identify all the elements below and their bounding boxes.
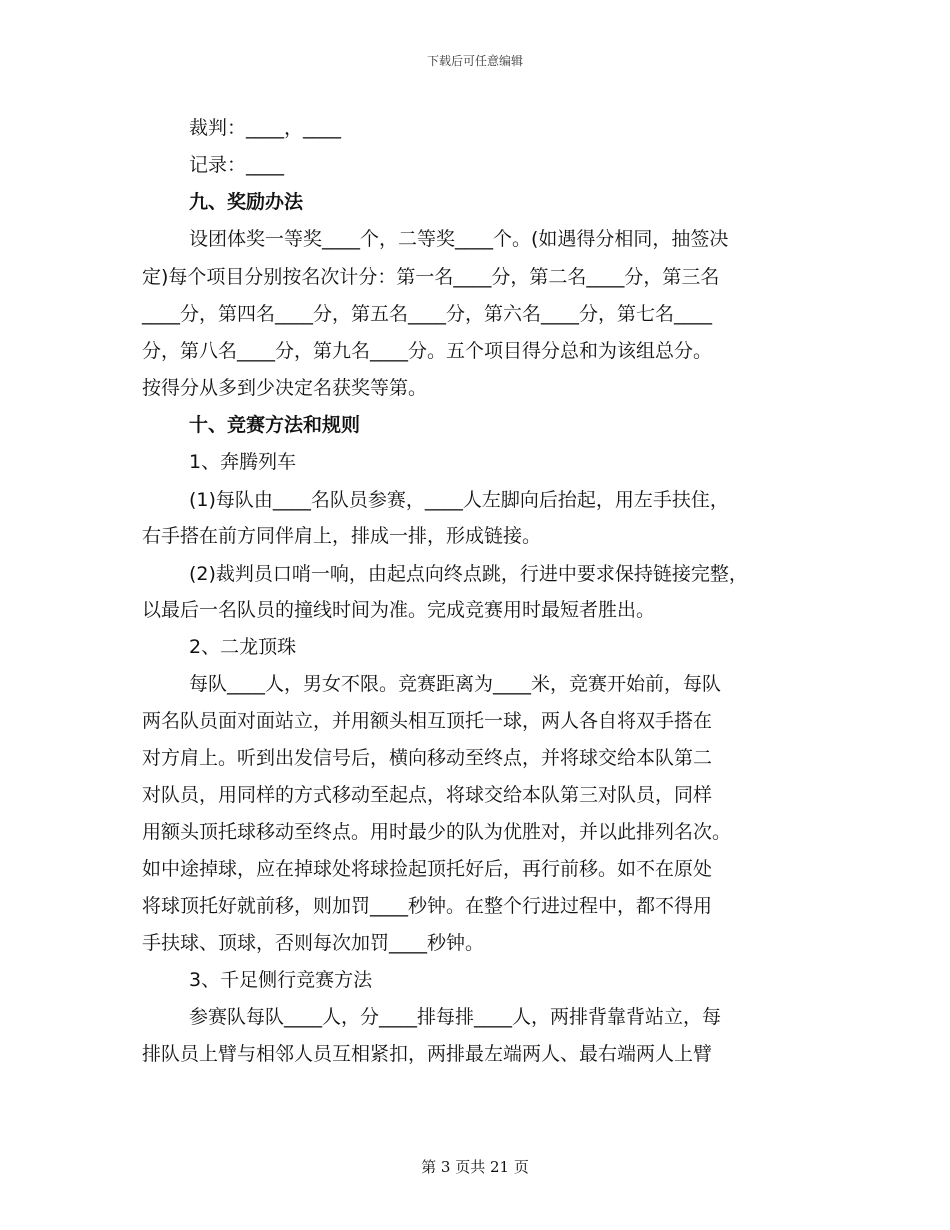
subheading-event-3: 3、千足侧行竞赛方法 — [189, 969, 373, 991]
paragraph-line: 用额头顶托球移动至终点。用时最少的队为优胜对，并以此排列名次。 — [142, 821, 732, 843]
paragraph-line: 两名队员面对面站立，并用额头相互顶托一球，两人各自将双手搭在 — [142, 710, 713, 732]
recorder-line: 记录：____ — [189, 154, 285, 176]
paragraph-line: 对方肩上。听到出发信号后，横向移动至终点，并将球交给本队第二 — [142, 747, 713, 769]
paragraph-line: 以最后一名队员的撞线时间为准。完成竞赛用时最短者胜出。 — [142, 599, 656, 621]
paragraph-line: 参赛队每队____人，分____排每排____人，两排背靠背站立，每 — [189, 1006, 722, 1028]
section-heading-rules: 十、竞赛方法和规则 — [189, 414, 361, 436]
referee-line: 裁判：____，____ — [189, 117, 342, 139]
paragraph-line: 定)每个项目分别按名次计分：第一名____分，第二名____分，第三名 — [142, 266, 720, 288]
paragraph-line: 设团体奖一等奖____个，二等奖____个。(如遇得分相同，抽签决 — [189, 228, 729, 250]
paragraph-line: 每队____人，男女不限。竞赛距离为____米，竞赛开始前，每队 — [189, 673, 722, 695]
paragraph-line: 按得分从多到少决定名获奖等第。 — [142, 377, 428, 399]
paragraph-line: (2)裁判员口哨一响，由起点向终点跳，行进中要求保持链接完整， — [189, 563, 748, 585]
paragraph-line: 将球顶托好就前移，则加罚____秒钟。在整个行进过程中，都不得用 — [142, 895, 713, 917]
section-heading-rewards: 九、奖励办法 — [189, 191, 304, 213]
paragraph-line: 对队员，用同样的方式移动至起点，将球交给本队第三对队员，同样 — [142, 784, 713, 806]
subheading-event-1: 1、奔腾列车 — [189, 451, 297, 473]
paragraph-line: ____分，第四名____分，第五名____分，第六名____分，第七名____ — [142, 303, 713, 325]
subheading-event-2: 2、二龙顶珠 — [189, 636, 297, 658]
page-footer: 第 3 页共 21 页 — [421, 1158, 529, 1176]
paragraph-line: (1)每队由____名队员参赛，____人左脚向后抬起，用左手扶住， — [189, 489, 729, 511]
paragraph-line: 右手搭在前方同伴肩上，排成一排，形成链接。 — [142, 525, 542, 547]
paragraph-line: 分，第八名____分，第九名____分。五个项目得分总和为该组总分。 — [142, 340, 713, 362]
paragraph-line: 排队员上臂与相邻人员互相紧扣，两排最左端两人、最右端两人上臂 — [142, 1043, 713, 1065]
paragraph-line: 手扶球、顶球，否则每次加罚____秒钟。 — [142, 932, 485, 954]
page-header: 下载后可任意编辑 — [426, 54, 523, 68]
paragraph-line: 如中途掉球，应在掉球处将球捡起顶托好后，再行前移。如不在原处 — [142, 858, 713, 880]
